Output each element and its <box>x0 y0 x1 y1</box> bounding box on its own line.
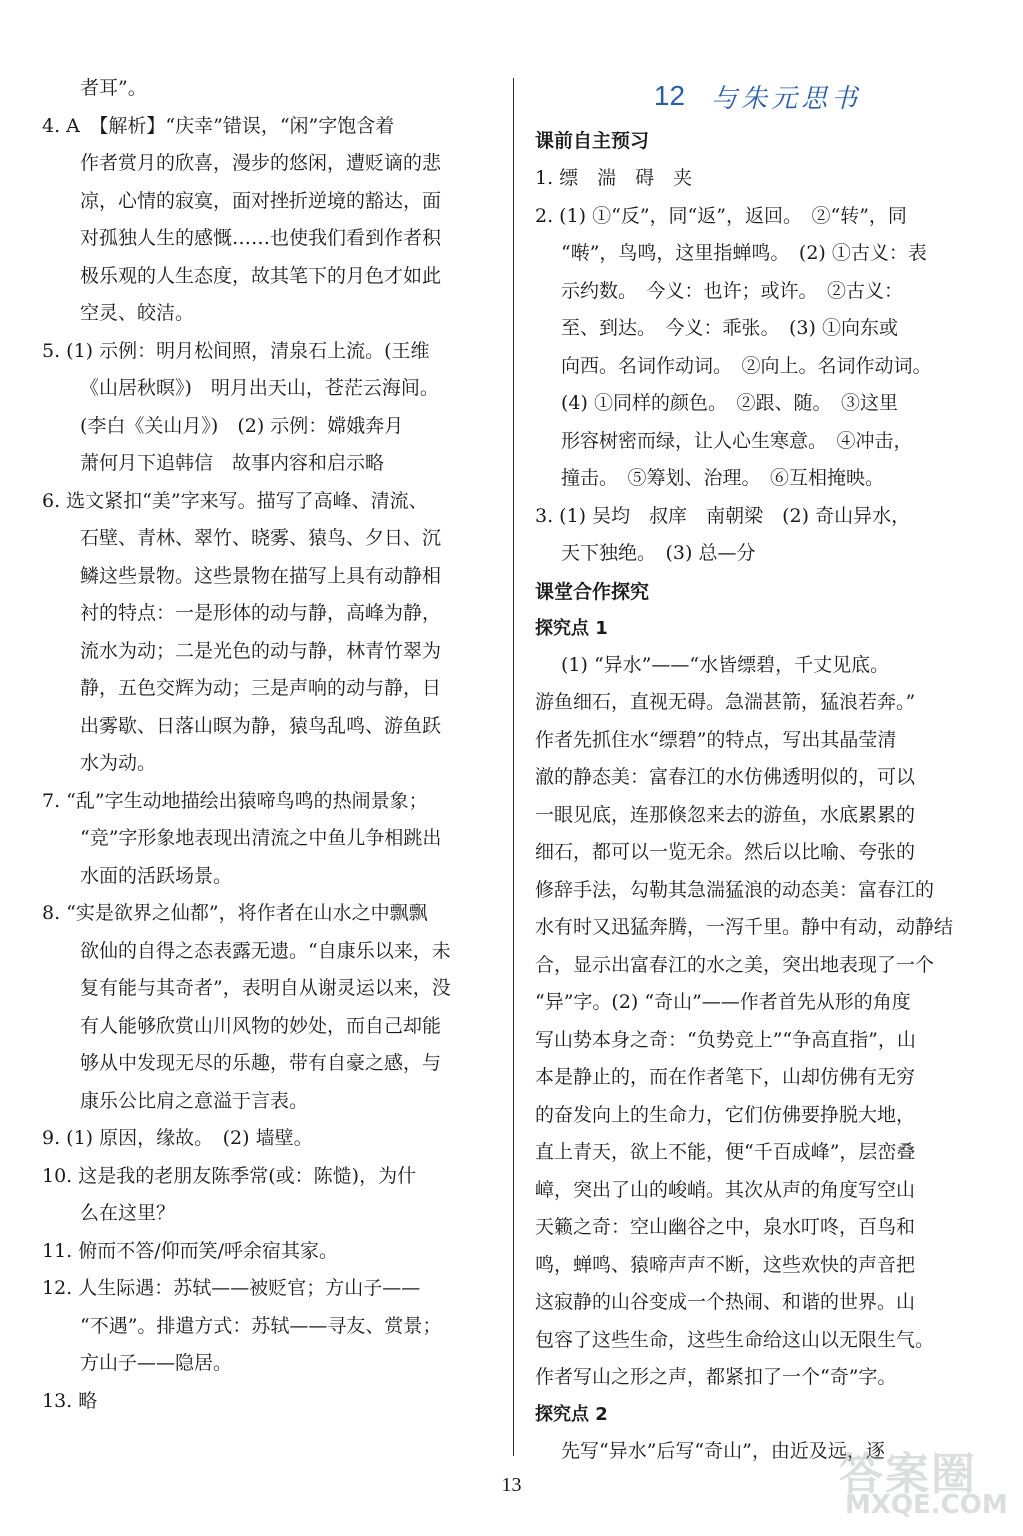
left-column <box>42 70 482 1420</box>
answer-line: 11. 俯而不答/仰而笑/呼余宿其家。 <box>42 1239 339 1262</box>
answer-line: 极乐观的人生态度，故其笔下的月色才如此 <box>80 264 442 287</box>
answer-line: 水面的活跃场景。 <box>80 864 233 887</box>
answer-line: 2. (1) ①“反”，同“返”，返回。 ②“转”，同 <box>535 204 907 227</box>
answer-line: 复有能与其奇者”，表明自从谢灵运以来，没 <box>80 977 451 999</box>
answer-line: 12. 人生际遇：苏轼——被贬官；方山子—— <box>42 1277 421 1299</box>
right-column <box>535 70 980 1470</box>
answer-line: 鳞这些景物。这些景物在描写上具有动静相 <box>80 564 442 587</box>
answer-line: 鸣，蝉鸣、猿啼声声不断，这些欢快的声音把 <box>535 1253 916 1276</box>
lesson-title-text: 与朱元思书 <box>711 83 862 114</box>
answer-line: 5. (1) 示例：明月松间照，清泉石上流。(王维 <box>42 339 430 362</box>
answer-line: 先写“异水”后写“奇山”，由近及远，逐 <box>561 1439 885 1462</box>
answer-line: 《山居秋暝》) 明月出天山，苍茫云海间。 <box>80 377 439 399</box>
answer-line: 本是静止的，而在作者笔下，山却仿佛有无穷 <box>535 1066 916 1088</box>
answer-line: 6. 选文紧扣“美”字来写。描写了高峰、清流、 <box>42 489 428 512</box>
watermark-logo <box>839 1438 1009 1528</box>
answer-line: 萧何月下追韩信 故事内容和启示略 <box>80 452 385 474</box>
answer-line: 这寂静的山谷变成一个热闹、和谐的世界。山 <box>535 1291 916 1313</box>
answer-line: 8. “实是欲界之仙都”，将作者在山水之中飘飘 <box>42 902 428 924</box>
answer-line: 出雾歇、日落山暝为静，猿鸟乱鸣、游鱼跃 <box>80 714 442 737</box>
answer-line: 有人能够欣赏山川风物的妙处，而自己却能 <box>80 1014 442 1037</box>
answer-line: 10. 这是我的老朋友陈季常(或：陈慥)，为什 <box>42 1164 417 1187</box>
answer-line: 水为动。 <box>80 752 157 774</box>
lesson-title <box>535 70 980 122</box>
answer-line: 空灵、皎洁。 <box>80 302 195 324</box>
answer-line: 对孤独人生的感慨……也使我们看到作者积 <box>80 227 442 249</box>
answer-line: 者耳”。 <box>80 77 147 99</box>
answer-line: 方山子——隐居。 <box>80 1352 233 1374</box>
subsection-heading: 探究点 1 <box>535 617 608 639</box>
answer-line: 示约数。 今义：也许；或许。 ②古义： <box>561 279 904 302</box>
page-number: 13 <box>501 1474 522 1496</box>
answer-line: 流水为动；二是光色的动与静，林青竹翠为 <box>80 639 442 662</box>
answer-line: 包容了这些生命，这些生命给这山以无限生气。 <box>535 1328 935 1351</box>
answer-line: 水有时又迅猛奔腾，一泻千里。静中有动，动静结 <box>535 916 954 938</box>
answer-line: 作者赏月的欣喜，漫步的悠闲，遭贬谪的悲 <box>80 152 442 174</box>
watermark-url: MXQE.COM <box>845 1490 1008 1520</box>
answer-line: 4. A 【解析】“庆幸”错误，“闲”字饱含着 <box>42 114 395 137</box>
answer-line: 够从中发现无尽的乐趣，带有自豪之感，与 <box>80 1052 442 1074</box>
answer-line: “竞”字形象地表现出清流之中鱼儿争相跳出 <box>80 827 442 849</box>
answer-line: “异”字。(2) “奇山”——作者首先从形的角度 <box>535 991 911 1013</box>
answer-line: 修辞手法，勾勒其急湍猛浪的动态美：富春江的 <box>535 878 935 901</box>
answer-line: 天籁之奇：空山幽谷之中，泉水叮咚，百鸟和 <box>535 1216 916 1238</box>
answer-line: 写山势本身之奇：“负势竞上”“争高直指”，山 <box>535 1028 916 1051</box>
section-heading: 课堂合作探究 <box>535 580 650 603</box>
column-divider <box>513 78 514 1456</box>
answer-line: 天下独绝。 (3) 总—分 <box>561 542 756 564</box>
subsection-heading: 探究点 2 <box>535 1403 608 1425</box>
right-body <box>535 122 980 1470</box>
answer-line: “啭”，鸟鸣，这里指蝉鸣。 (2) ①古义：表 <box>561 242 927 264</box>
answer-line: 7. “乱”字生动地描绘出猿啼鸟鸣的热闹景象； <box>42 789 428 812</box>
answer-line: 静，五色交辉为动；三是声响的动与静，日 <box>80 677 442 699</box>
answer-line: 细石，都可以一览无余。然后以比喻、夸张的 <box>535 841 916 863</box>
section-heading: 课前自主预习 <box>535 130 650 152</box>
answer-line: 的奋发向上的生命力，它们仿佛要挣脱大地， <box>535 1103 916 1126</box>
watermark-text: 答案圈 <box>839 1449 977 1500</box>
answer-line: 合，显示出富春江的水之美，突出地表现了一个 <box>535 953 935 976</box>
answer-line: 至、到达。 今义：乖张。 (3) ①向东或 <box>561 317 898 339</box>
answer-line: 作者先抓住水“缥碧”的特点，写出其晶莹清 <box>535 728 897 751</box>
answer-line: 13. 略 <box>42 1389 98 1412</box>
answer-line: 1. 缥 湍 碍 夹 <box>535 167 693 189</box>
answer-line: 3. (1) 吴均 叔庠 南朝梁 (2) 奇山异水， <box>535 504 911 527</box>
answer-line: “不遇”。排遣方式：苏轼——寻友、赏景； <box>80 1314 442 1337</box>
answer-line: 衬的特点：一是形体的动与静，高峰为静， <box>80 602 442 624</box>
answer-line: 向西。名词作动词。 ②向上。名词作动词。 <box>561 354 932 377</box>
answer-line: 游鱼细石，直视无碍。急湍甚箭，猛浪若奔。” <box>535 691 916 713</box>
answer-line: 澈的静态美：富春江的水仿佛透明似的，可以 <box>535 766 916 788</box>
answer-line: 么在这里？ <box>80 1202 176 1224</box>
answer-line: (4) ①同样的颜色。 ②跟、随。 ③这里 <box>561 392 898 414</box>
answer-line: 康乐公比肩之意溢于言表。 <box>80 1089 309 1112</box>
answer-line: (李白《关山月》) (2) 示例：嫦娥奔月 <box>80 414 404 437</box>
answer-line: 欲仙的自得之态表露无遗。“自康乐以来，未 <box>80 939 451 962</box>
answer-line: 9. (1) 原因，缘故。 (2) 墙壁。 <box>42 1127 313 1149</box>
answer-line: 一眼见底，连那倏忽来去的游鱼，水底累累的 <box>535 803 916 826</box>
answer-line: 石壁、青林、翠竹、晓雾、猿鸟、夕日、沉 <box>80 527 442 549</box>
answer-line: 作者写山之形之声，都紧扣了一个“奇”字。 <box>535 1366 897 1388</box>
answer-line: 撞击。 ⑤筹划、治理。 ⑥互相掩映。 <box>561 467 885 489</box>
answer-line: 凉，心情的寂寞，面对挫折逆境的豁达，面 <box>80 189 442 212</box>
lesson-number: 12 <box>653 80 686 111</box>
answer-line: 形容树密而绿，让人心生寒意。 ④冲击， <box>561 429 913 452</box>
answer-line: (1) “异水”——“水皆缥碧，千丈见底。 <box>561 653 890 676</box>
answer-line: 直上青天，欲上不能，便“千百成峰”，层峦叠 <box>535 1141 916 1163</box>
answer-line: 嶂，突出了山的峻峭。其次从声的角度写空山 <box>535 1178 916 1201</box>
